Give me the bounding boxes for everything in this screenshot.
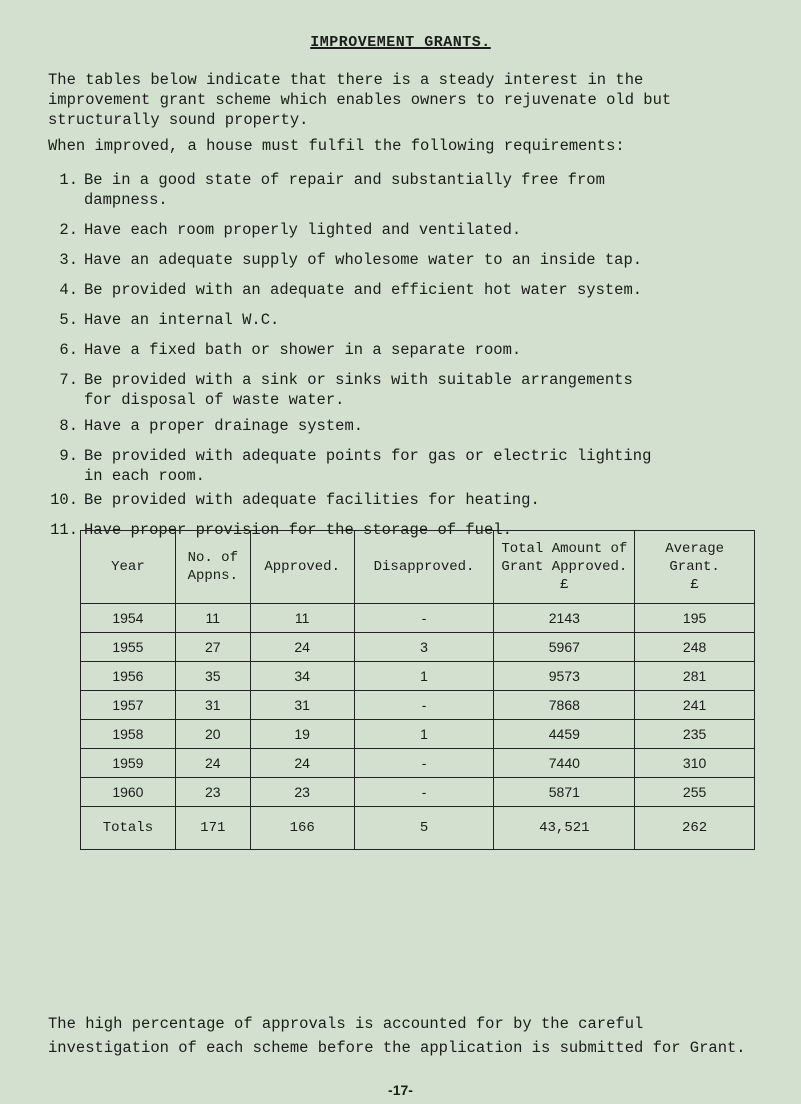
page-title: IMPROVEMENT GRANTS. — [310, 34, 491, 51]
column-header-approved: Approved. — [250, 531, 354, 604]
document-page: IMPROVEMENT GRANTS. The tables below indicate that there is a steady interest in the improvement grant scheme which enables owners to rejuvenate old but structurally sound property. When improved, a house must fulfil the following requirements: 1. Be in a good state of repair and substantially free from dampness. 2. Have each room properly lighted and ventilated. 3. Have an adequate supply of wholesome water to an inside tap. 4. Be provided with an adequate and efficient hot water system. 5. Have an internal W.C. 6. Have a fixed bath or shower in a separate room. 7. Be provided with a sink or sinks with suitable arrangements for disposal of waste water. 8. Have a proper drainage system. 9. Be provided with adequate points for gas or electric lighting in each room. 10. Be provided with adequate facilities for heating. 11. Have proper provision for the storage of fuel. Year No. of Appns. Approved. Disapproved. Total Amount of Grant Approved. £ Average Grant. £ 1954 11 11 - 2143 195 1955 27 24 3 5967 248 1956 35 34 1 9573 281 1957 31 31 - 7868 241 1958 20 19 1 4459 235 1959 24 24 - 7440 310 1960 23 23 - 5871 255 Totals 171 166 5 43,521 262 The high percentage of approvals is accounted for by the careful investigation of each scheme before the application is submitted for Grant. -17- — [0, 0, 801, 1104]
totals-row: Totals 171 166 5 43,521 262 — [81, 807, 755, 850]
grants-table — [80, 530, 755, 850]
table-row: 1955 27 24 3 5967 248 — [81, 633, 755, 662]
column-header-applications: No. of Appns. — [175, 531, 250, 604]
column-header-disapproved: Disapproved. — [354, 531, 494, 604]
table-row: 1958 20 19 1 4459 235 — [81, 720, 755, 749]
page-number: -17- — [388, 1082, 413, 1098]
table-row: 1960 23 23 - 5871 255 — [81, 778, 755, 807]
column-header-average-grant: Average Grant. £ — [635, 531, 755, 604]
table-row: 1959 24 24 - 7440 310 — [81, 749, 755, 778]
intro-paragraph: The tables below indicate that there is a steady interest in the improvement grant scheme which enables owners to rejuvenate old but structurally sound property. — [48, 71, 672, 129]
table-row: 1957 31 31 - 7868 241 — [81, 691, 755, 720]
table-row: 1954 11 11 - 2143 195 — [81, 604, 755, 633]
closing-paragraph: The high percentage of approvals is accounted for by the careful investigation of each scheme before the application is submitted for Grant. — [48, 1015, 746, 1057]
column-header-total-amount: Total Amount of Grant Approved. £ — [494, 531, 635, 604]
column-header-year: Year — [81, 531, 176, 604]
table-row: 1956 35 34 1 9573 281 — [81, 662, 755, 691]
requirements-lead: When improved, a house must fulfil the following requirements: — [48, 137, 625, 155]
table-header-row — [81, 531, 755, 604]
